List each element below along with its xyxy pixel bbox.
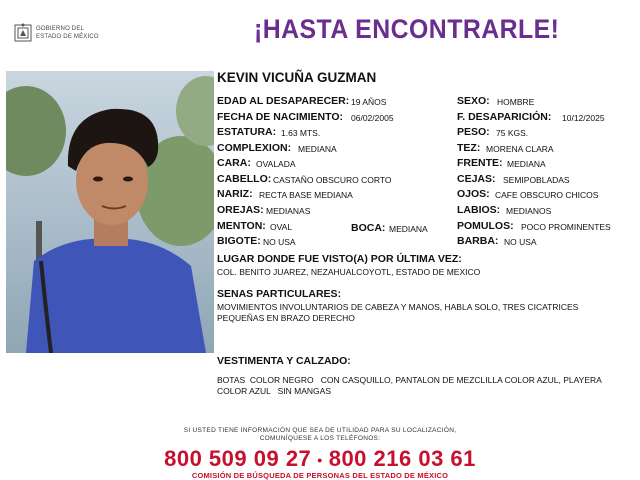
contact-note-line1: SI USTED TIENE INFORMACIÓN QUE SEA DE UTILIDAD PARA SU LOCALIZACIÓN, xyxy=(183,427,457,434)
boca-label: BOCA: xyxy=(351,222,386,234)
lugar-value: COL. BENITO JUAREZ, NEZAHUALCOYOTL, ESTADO DE MEXICO xyxy=(217,267,481,277)
fnac-label: FECHA DE NACIMIENTO: xyxy=(217,111,343,123)
edad-value: 19 AÑOS xyxy=(351,97,387,107)
contact-note-line2: COMUNÍQUESE A LOS TELÉFONOS: xyxy=(259,435,381,442)
contact-note xyxy=(0,427,640,443)
bigote-label: BIGOTE: xyxy=(217,235,261,247)
vestimenta-value: BOTAS COLOR NEGRO CON CASQUILLO, PANTALON DE MEZCLILLA COLOR AZUL, PLAYERA COLOR AZUL SIN MANGAS xyxy=(217,375,607,396)
pomulos-value: POCO PROMINENTES xyxy=(521,222,611,232)
edad-label: EDAD AL DESAPARECER: xyxy=(217,95,350,107)
ojos-value: CAFE OBSCURO CHICOS xyxy=(495,190,599,200)
lugar-title: LUGAR DONDE FUE VISTO(A) POR ÚLTIMA VEZ: xyxy=(217,253,462,265)
complexion-label: COMPLEXION: xyxy=(217,142,292,154)
sexo-value: HOMBRE xyxy=(497,97,535,107)
peso-value: 75 KGS. xyxy=(496,128,529,138)
menton-label: MENTON: xyxy=(217,220,266,232)
fdes-label: F. DESAPARICIÓN: xyxy=(457,111,552,123)
nariz-value: RECTA BASE MEDIANA xyxy=(259,190,353,200)
phone-numbers xyxy=(0,446,640,472)
logo-text xyxy=(36,25,99,41)
pomulos-label: POMULOS: xyxy=(457,220,514,232)
labios-value: MEDIANOS xyxy=(506,206,552,216)
estatura-value: 1.63 MTS. xyxy=(281,128,321,138)
logo-line1: GOBIERNO DEL xyxy=(36,26,85,32)
tez-label: TEZ: xyxy=(457,142,481,154)
logo-line2: ESTADO DE MÉXICO xyxy=(36,34,99,40)
person-photo xyxy=(6,71,214,353)
peso-label: PESO: xyxy=(457,126,490,138)
barba-value: NO USA xyxy=(504,237,537,247)
page-title: ¡HASTA ENCONTRARLE! xyxy=(254,14,560,44)
phone-2[interactable]: 800 216 03 61 xyxy=(328,446,476,471)
senas-title: SENAS PARTICULARES: xyxy=(217,288,342,300)
ojos-label: OJOS: xyxy=(457,188,490,200)
fnac-value: 06/02/2005 xyxy=(351,113,394,123)
frente-value: MEDIANA xyxy=(507,159,546,169)
orejas-label: OREJAS: xyxy=(217,204,264,216)
fdes-value: 10/12/2025 xyxy=(562,113,605,123)
government-logo xyxy=(12,22,122,44)
commission-name: COMISIÓN DE BÚSQUEDA DE PERSONAS DEL ESTADO DE MÉXICO xyxy=(191,471,449,480)
cara-value: OVALADA xyxy=(256,159,296,169)
phone-1[interactable]: 800 509 09 27 xyxy=(164,446,312,471)
frente-label: FRENTE: xyxy=(457,157,503,169)
person-photo-illustration xyxy=(6,71,214,353)
barba-label: BARBA: xyxy=(457,235,499,247)
cejas-value: SEMIPOBLADAS xyxy=(503,175,570,185)
cejas-label: CEJAS: xyxy=(457,173,496,185)
cabello-label: CABELLO: xyxy=(217,173,272,185)
tez-value: MORENA CLARA xyxy=(486,144,554,154)
bigote-value: NO USA xyxy=(263,237,296,247)
person-name: KEVIN VICUÑA GUZMAN xyxy=(217,70,377,85)
menton-value: OVAL xyxy=(270,222,293,232)
phone-separator: • xyxy=(317,452,323,469)
estatura-label: ESTATURA: xyxy=(217,126,277,138)
boca-value: MEDIANA xyxy=(389,224,428,234)
complexion-value: MEDIANA xyxy=(298,144,337,154)
nariz-label: NARIZ: xyxy=(217,188,253,200)
state-seal-icon xyxy=(12,22,34,44)
labios-label: LABIOS: xyxy=(457,204,501,216)
cara-label: CARA: xyxy=(217,157,251,169)
senas-value: MOVIMIENTOS INVOLUNTARIOS DE CABEZA Y MANOS, HABLA SOLO, TRES CICATRICES PEQUEÑAS EN BRAZO DERECHO xyxy=(217,302,579,323)
vestimenta-title: VESTIMENTA Y CALZADO: xyxy=(217,355,351,367)
orejas-value: MEDIANAS xyxy=(266,206,311,216)
sexo-label: SEXO: xyxy=(457,95,490,107)
cabello-value: CASTAÑO OBSCURO CORTO xyxy=(273,175,392,185)
